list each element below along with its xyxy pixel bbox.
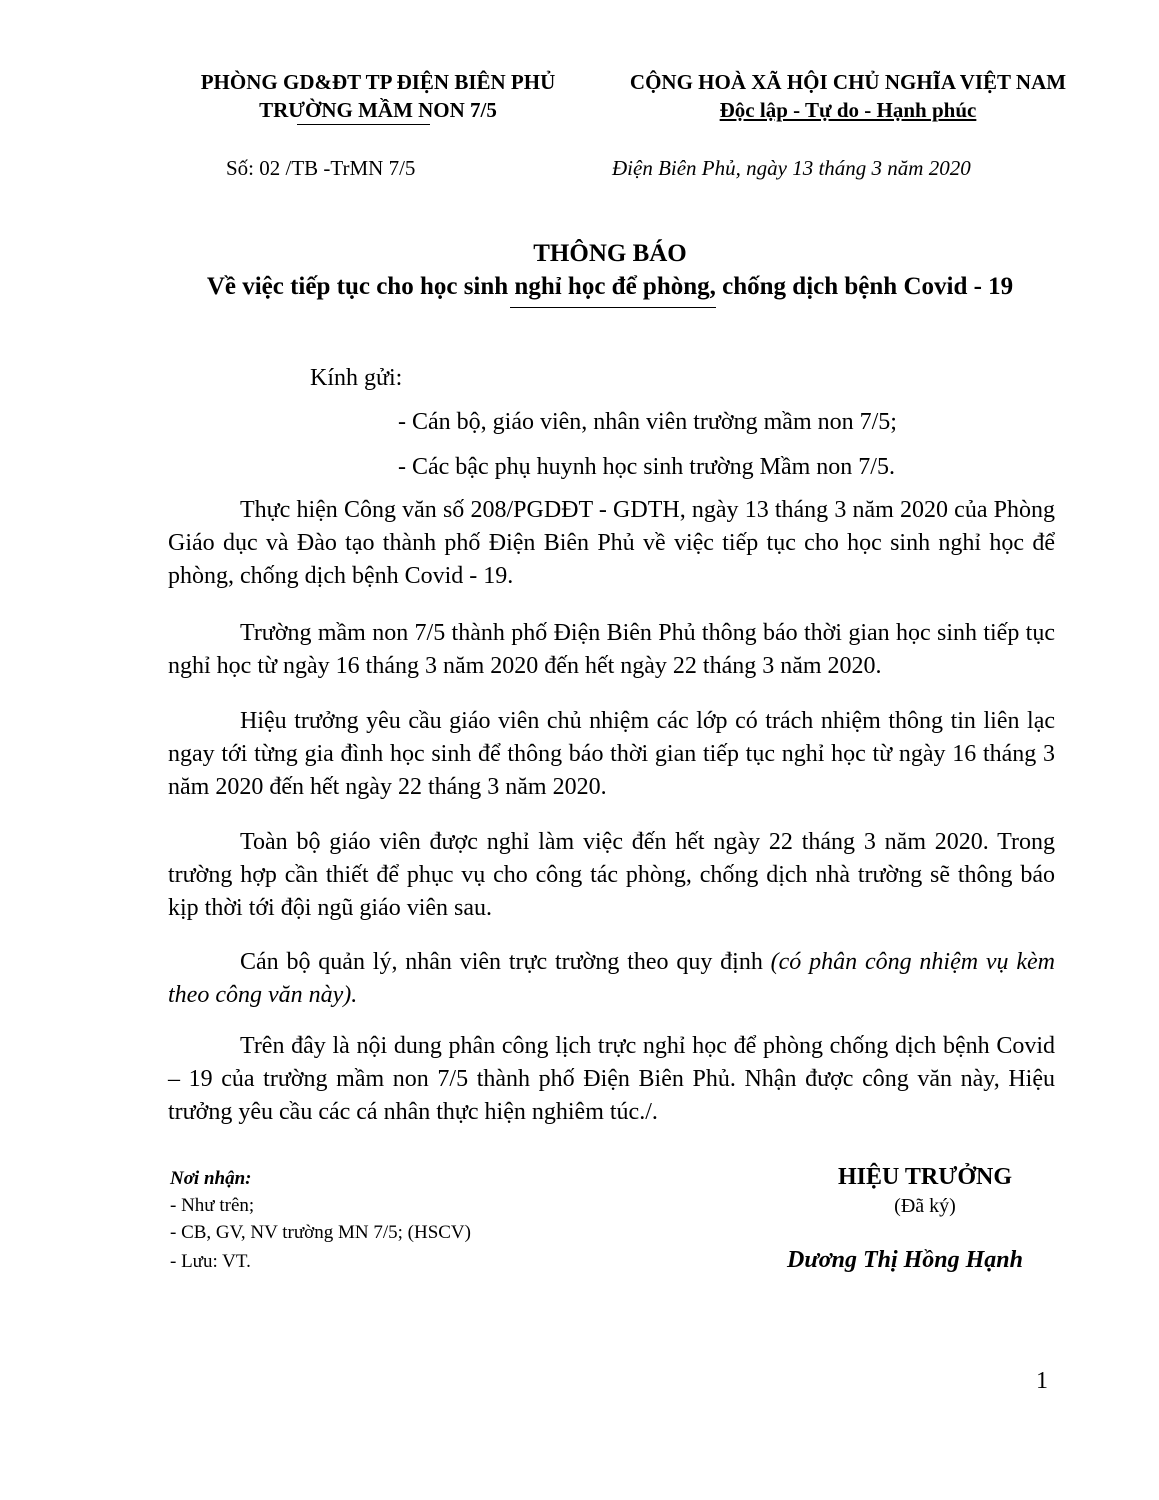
recipients-list-item: - Lưu: VT. [170, 1251, 251, 1272]
paragraph-staff-leave: Toàn bộ giáo viên được nghỉ làm việc đến hết ngày 22 tháng 3 năm 2020. Trong trường hợp cần thiết để phục vụ cho công tác phòng, chống dịch nhà trường sẽ thông báo kịp thời tới đội ngũ giáo viên sau. [168, 829, 1055, 921]
paragraph-teacher-duty: Hiệu trưởng yêu cầu giáo viên chủ nhiệm các lớp có trách nhiệm thông tin liên lạc ngay tới từng gia đình học sinh để thông báo thời gian tiếp tục nghỉ học từ ngày 16 tháng 3 năm 2020 đến hết ngày 22 tháng 3 năm 2020. [168, 708, 1055, 800]
signed-note: (Đã ký) [894, 1195, 956, 1217]
paragraph-on-duty-note: (có phân công nhiệm vụ kèm theo công văn này). [168, 949, 1055, 1008]
place-date: Điện Biên Phủ, ngày 13 tháng 3 năm 2020 [612, 156, 971, 180]
recipients-label: Nơi nhận: [170, 1168, 252, 1189]
recipients-list-item: - CB, GV, NV trường MN 7/5; (HSCV) [170, 1222, 471, 1243]
recipient-item: - Cán bộ, giáo viên, nhân viên trường mầm non 7/5; [398, 409, 897, 435]
paragraph-on-duty-text: Cán bộ quản lý, nhân viên trực trường theo quy định [240, 949, 771, 975]
paragraph-closing: Trên đây là nội dung phân công lịch trực nghỉ học để phòng chống dịch bệnh Covid – 19 của trường mầm non 7/5 thành phố Điện Biên Phủ. Nhận được công văn này, Hiệu trưởng yêu cầu các cá nhân thực hiện nghiêm túc./. [168, 1033, 1055, 1125]
page-number: 1 [1036, 1368, 1048, 1394]
paragraph-announcement: Trường mầm non 7/5 thành phố Điện Biên Phủ thông báo thời gian học sinh tiếp tục nghỉ học từ ngày 16 tháng 3 năm 2020 đến hết ngày 22 tháng 3 năm 2020. [168, 620, 1055, 679]
notice-title: THÔNG BÁO [533, 240, 687, 267]
recipients-list-item: - Như trên; [170, 1195, 255, 1216]
signer-title: HIỆU TRƯỞNG [837, 1164, 1013, 1190]
paragraph-reference: Thực hiện Công văn số 208/PGDĐT - GDTH, ngày 13 tháng 3 năm 2020 của Phòng Giáo dục và Đào tạo thành phố Điện Biên Phủ về việc tiếp tục cho học sinh nghỉ học để phòng, chống dịch bệnh Covid - 19. [168, 497, 1055, 589]
paragraph-on-duty [168, 946, 1055, 1012]
header-school: TRƯỜNG MẦM NON 7/5 [259, 98, 497, 122]
header-department: PHÒNG GD&ĐT TP ĐIỆN BIÊN PHỦ [200, 70, 556, 94]
document-number: Số: 02 /TB -TrMN 7/5 [226, 156, 416, 180]
header-left-underline [297, 124, 430, 125]
header-motto: Độc lập - Tự do - Hạnh phúc [719, 98, 977, 122]
recipient-item: - Các bậc phụ huynh học sinh trường Mầm non 7/5. [398, 454, 895, 480]
subtitle-underline [510, 307, 716, 308]
notice-subtitle: Về việc tiếp tục cho học sinh nghỉ học để phòng, chống dịch bệnh Covid - 19 [206, 273, 1014, 300]
header-national-name: CỘNG HOÀ XÃ HỘI CHỦ NGHĨA VIỆT NAM [629, 70, 1067, 94]
greeting: Kính gửi: [310, 365, 403, 391]
signer-name: Dương Thị Hồng Hạnh [787, 1247, 1023, 1273]
